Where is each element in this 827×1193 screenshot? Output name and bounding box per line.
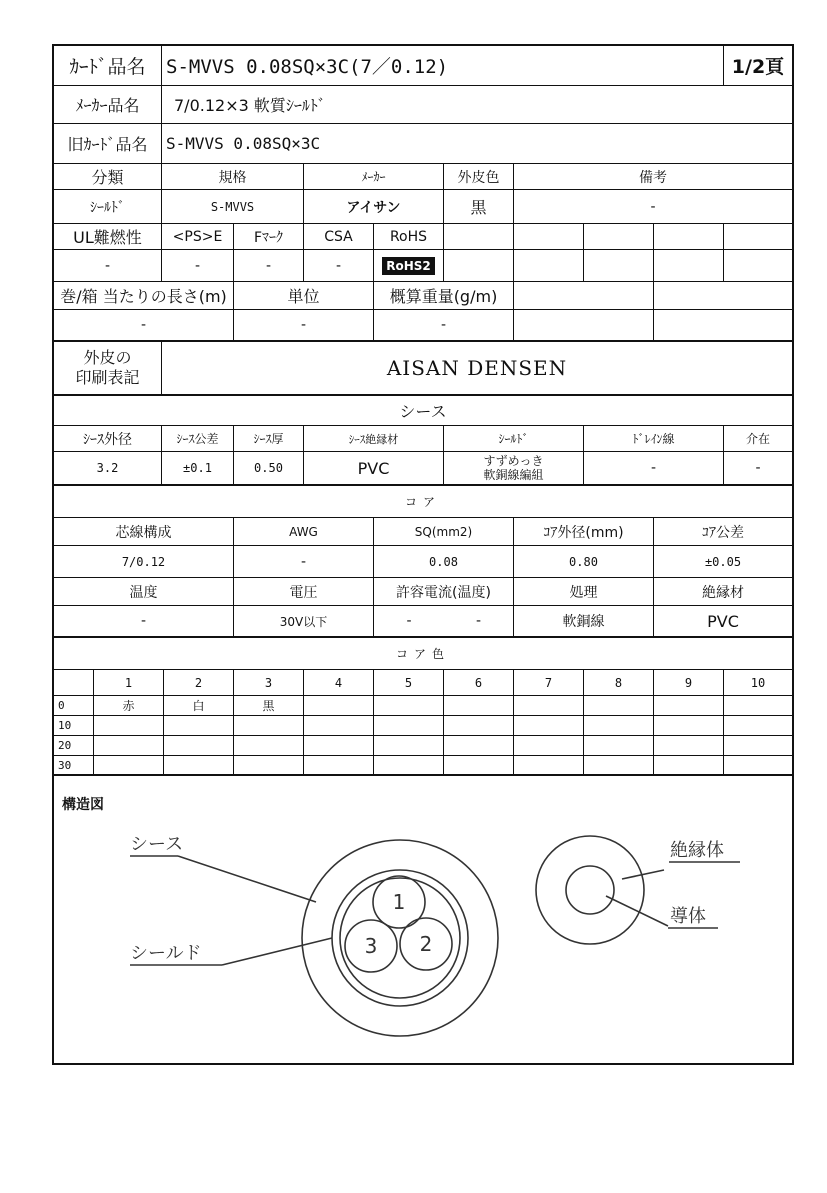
color-col-3: 3 bbox=[234, 670, 304, 695]
shield-value-line1: すずめっき bbox=[483, 454, 544, 468]
ul-flame-value: - bbox=[54, 250, 162, 281]
sheath-thickness-label: ｼｰｽ厚 bbox=[234, 426, 304, 451]
shield-leader bbox=[222, 938, 332, 965]
sheath-thickness-value: 0.50 bbox=[234, 452, 304, 484]
color-row-label: 20 bbox=[54, 736, 94, 755]
sq-label: SQ(mm2) bbox=[374, 518, 514, 545]
f-mark-label: Fﾏｰｸ bbox=[234, 224, 304, 249]
temperature-label: 温度 bbox=[54, 578, 234, 605]
awg-value: - bbox=[234, 546, 374, 577]
sheath-od-value: 3.2 bbox=[54, 452, 162, 484]
sheath-insulation-label: ｼｰｽ絶縁材 bbox=[304, 426, 444, 451]
csa-label: CSA bbox=[304, 224, 374, 249]
core-value-row-2 bbox=[54, 606, 792, 638]
card-name-value: S-MVVS 0.08SQ×3C(7／0.12) bbox=[162, 46, 724, 85]
color-col-7: 7 bbox=[514, 670, 584, 695]
weight-label: 概算重量(g/m) bbox=[374, 282, 514, 309]
conductor-circle bbox=[566, 866, 614, 914]
ul-flame-label: UL難燃性 bbox=[54, 224, 162, 249]
sq-value: 0.08 bbox=[374, 546, 514, 577]
maker-name-value: 7/0.12×3 軟質ｼｰﾙﾄﾞ bbox=[174, 96, 326, 115]
drain-label: ﾄﾞﾚｲﾝ線 bbox=[584, 426, 724, 451]
sheath-label-row bbox=[54, 426, 792, 452]
awg-label: AWG bbox=[234, 518, 374, 545]
core-value-row-1 bbox=[54, 546, 792, 578]
core-1-number: 1 bbox=[392, 890, 406, 914]
cable-cross-section-diagram bbox=[54, 778, 792, 1063]
strand-construction-label: 芯線構成 bbox=[54, 518, 234, 545]
conductor-leader bbox=[606, 896, 668, 926]
packaging-label-row bbox=[54, 282, 792, 310]
color-col-9: 9 bbox=[654, 670, 724, 695]
core-color-row-20 bbox=[54, 736, 792, 756]
color-col-8: 8 bbox=[584, 670, 654, 695]
rohs2-badge: RoHS2 bbox=[382, 257, 435, 275]
page-number: 1/2頁 bbox=[731, 56, 785, 78]
core-color-title-row bbox=[54, 638, 792, 670]
treatment-label: 処理 bbox=[514, 578, 654, 605]
core-tolerance-value: ±0.05 bbox=[704, 554, 742, 569]
allowable-current-value-b: - bbox=[444, 606, 514, 636]
voltage-label: 電圧 bbox=[234, 578, 374, 605]
core-color-cell-1: 赤 bbox=[94, 696, 164, 715]
pse-value: - bbox=[162, 250, 234, 281]
rohs-label: RoHS bbox=[374, 224, 444, 249]
structure-diagram-title: 構造図 bbox=[62, 797, 104, 813]
allowable-current-label: 許容電流(温度) bbox=[374, 578, 514, 605]
length-per-reel-label: 巻/箱 当たりの長さ(m) bbox=[54, 282, 234, 309]
sheath-tolerance-value: ±0.1 bbox=[162, 452, 234, 484]
remarks-value: - bbox=[650, 198, 656, 215]
sheath-label: シース bbox=[130, 834, 184, 855]
filler-value: - bbox=[755, 460, 761, 476]
packaging-value-row bbox=[54, 310, 792, 342]
class-label: 分類 bbox=[54, 164, 162, 189]
drain-value: - bbox=[584, 452, 724, 484]
old-card-name-label: 旧ｶｰﾄﾞ品名 bbox=[54, 124, 162, 163]
treatment-value: 軟銅線 bbox=[514, 606, 654, 636]
sheath-tolerance-label: ｼｰｽ公差 bbox=[162, 426, 234, 451]
strand-construction-value: 7/0.12 bbox=[54, 546, 234, 577]
filler-label: 介在 bbox=[745, 432, 770, 446]
print-label-line1: 外皮の bbox=[83, 348, 132, 367]
maker-name-label: ﾒｰｶｰ品名 bbox=[54, 86, 162, 123]
shield-value-line2: 軟銅線編組 bbox=[483, 468, 544, 482]
core-2-number: 2 bbox=[419, 932, 433, 956]
spec-sheet bbox=[52, 44, 794, 1065]
core-insulation-value: PVC bbox=[707, 611, 739, 631]
old-card-name-row bbox=[54, 124, 792, 164]
color-col-10: 10 bbox=[750, 675, 766, 690]
jacket-color-value: 黒 bbox=[444, 190, 514, 223]
standards-value-row bbox=[54, 250, 792, 282]
color-col-6: 6 bbox=[444, 670, 514, 695]
standard-label: 規格 bbox=[162, 164, 304, 189]
allowable-current-value-a: - bbox=[406, 613, 412, 629]
core-title-row bbox=[54, 486, 792, 518]
core-label-row-1 bbox=[54, 518, 792, 546]
insulator-label: 絶縁体 bbox=[670, 840, 724, 861]
standard-value: S-MVVS bbox=[162, 190, 304, 223]
csa-value: - bbox=[304, 250, 374, 281]
unit-value: - bbox=[234, 310, 374, 340]
color-row-label: 10 bbox=[54, 716, 94, 735]
core-label-row-2 bbox=[54, 578, 792, 606]
maker-name-row bbox=[54, 86, 792, 124]
core-title: コア bbox=[404, 495, 441, 509]
standards-label-row bbox=[54, 224, 792, 250]
classification-label-row bbox=[54, 164, 792, 190]
color-col-5: 5 bbox=[374, 670, 444, 695]
old-card-name-value: S-MVVS 0.08SQ×3C bbox=[166, 134, 321, 153]
sheath-leader bbox=[178, 856, 316, 902]
pse-label: <PS>E bbox=[162, 224, 234, 249]
core-od-label: ｺｱ外径(mm) bbox=[514, 518, 654, 545]
voltage-value: 30V以下 bbox=[234, 606, 374, 636]
sheath-insulation-value: PVC bbox=[304, 452, 444, 484]
core-insulation-label: 絶縁材 bbox=[702, 584, 744, 601]
maker-label: ﾒｰｶｰ bbox=[304, 164, 444, 189]
sheath-title-row bbox=[54, 396, 792, 426]
weight-value: - bbox=[374, 310, 514, 340]
shield-label: ｼｰﾙﾄﾞ bbox=[444, 426, 584, 451]
core-tolerance-label: ｺｱ公差 bbox=[702, 524, 744, 541]
remarks-label: 備考 bbox=[639, 169, 667, 186]
card-name-label: ｶｰﾄﾞ品名 bbox=[54, 46, 162, 85]
core-color-row-10 bbox=[54, 716, 792, 736]
class-value: ｼｰﾙﾄﾞ bbox=[54, 190, 162, 223]
jacket-color-label: 外皮色 bbox=[444, 164, 514, 189]
structure-diagram-section bbox=[54, 778, 792, 1063]
temperature-value: - bbox=[54, 606, 234, 636]
maker-value: アイサン bbox=[304, 190, 444, 223]
core-color-header-row bbox=[54, 670, 792, 696]
core-color-title: コア色 bbox=[395, 647, 450, 661]
color-col-1: 1 bbox=[94, 670, 164, 695]
print-marking-value: AISAN DENSEN bbox=[386, 356, 568, 380]
classification-value-row bbox=[54, 190, 792, 224]
color-row-label: 0 bbox=[54, 696, 94, 715]
unit-label: 単位 bbox=[234, 282, 374, 309]
sheath-od-label: ｼｰｽ外径 bbox=[54, 426, 162, 451]
f-mark-value: - bbox=[234, 250, 304, 281]
insulator-circle bbox=[536, 836, 644, 944]
print-label-line2: 印刷表記 bbox=[75, 368, 140, 387]
sheath-value-row bbox=[54, 452, 792, 486]
core-color-row-30 bbox=[54, 756, 792, 776]
color-col-4: 4 bbox=[304, 670, 374, 695]
core-color-row-0 bbox=[54, 696, 792, 716]
sheath-title: シース bbox=[399, 402, 447, 421]
core-color-cell-3: 黒 bbox=[234, 696, 304, 715]
core-color-cell-2: 白 bbox=[164, 696, 234, 715]
color-col-2: 2 bbox=[164, 670, 234, 695]
length-per-reel-value: - bbox=[54, 310, 234, 340]
conductor-label: 導体 bbox=[670, 906, 706, 927]
shield-diagram-label: シールド bbox=[130, 943, 202, 964]
core-3-number: 3 bbox=[364, 934, 378, 958]
print-marking-row bbox=[54, 342, 792, 396]
core-od-value: 0.80 bbox=[514, 546, 654, 577]
color-row-label: 30 bbox=[54, 756, 94, 774]
card-name-row bbox=[54, 46, 792, 86]
